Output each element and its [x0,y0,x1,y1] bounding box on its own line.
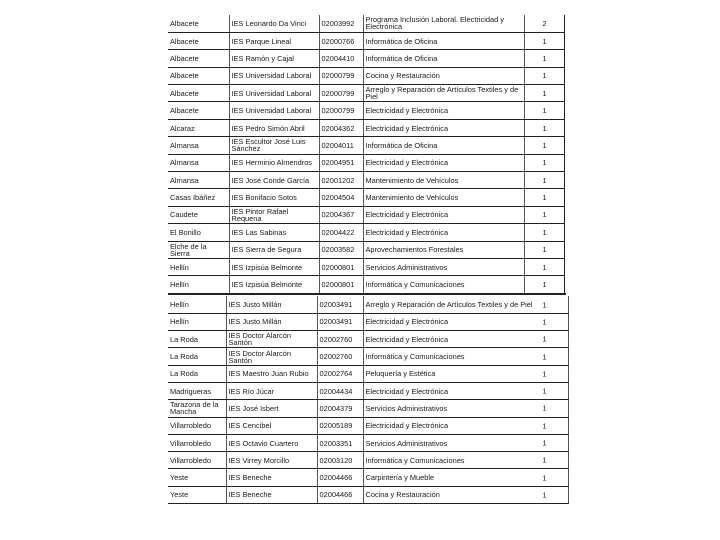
table-row [168,313,568,330]
table-row [168,189,564,206]
program-cell: Carpintería y Mueble [363,469,568,486]
program-cell: Aprovechamientos Forestales [363,241,524,258]
program-cell: Electricidad y Electrónica [363,206,524,223]
program-cell: Electricidad y Electrónica [363,154,524,171]
municipality-cell: Yeste [168,469,226,486]
center-cell: IES Justo Millán [226,296,317,313]
table-row [168,119,564,136]
program-cell: Informática de Oficina [363,50,524,67]
code-cell: 02000766 [319,32,363,49]
table-row [168,241,564,258]
municipality-cell: Villarrobledo [168,434,226,451]
code-cell: 02004466 [317,486,363,503]
center-cell: IES Cencibel [226,417,317,434]
center-cell: IES José Conde García [229,172,319,189]
count-value: 1 [542,352,547,362]
count-cell: 1 [524,206,564,223]
center-cell: IES Doctor Alarcón Santón [226,331,317,348]
count-cell: 1 [524,119,564,136]
center-cell: IES Universidad Laboral [229,67,319,84]
code-cell: 02000801 [319,258,363,275]
center-cell: IES Escultor José Luis Sánchez [229,137,319,154]
program-cell: Informática de Oficina [363,32,524,49]
count-cell: 1 [524,172,564,189]
count-value: 1 [542,369,547,379]
center-cell: IES Universidad Laboral [229,85,319,102]
municipality-cell: Albacete [168,67,229,84]
code-cell: 02004951 [319,154,363,171]
code-cell: 02003582 [319,241,363,258]
center-cell: IES Maestro Juan Rubio [226,365,317,382]
center-cell: IES Izpisúa Belmonte [229,276,319,293]
table-row [168,224,564,241]
municipality-cell: Albacete [168,102,229,119]
table-row [168,434,568,451]
count-value: 1 [542,317,547,327]
count-cell: 2 [524,15,564,32]
center-cell: IES Pedro Simón Abril [229,119,319,136]
municipality-cell: El Bonillo [168,224,229,241]
center-cell: IES Pintor Rafael Requena [229,206,319,223]
code-cell: 02001202 [319,172,363,189]
code-cell: 02004379 [317,400,363,417]
center-cell: IES Sierra de Segura [229,241,319,258]
centers-table-bottom-body [168,296,568,504]
table-divider [168,293,566,295]
program-cell: Electricidad y Electrónica [363,224,524,241]
municipality-cell: Tarazona de la Mancha [168,400,226,417]
program-cell: Peluquería y Estética [363,365,568,382]
count-cell: 1 [524,137,564,154]
municipality-cell: Caudete [168,206,229,223]
municipality-cell: Hellín [168,276,229,293]
program-cell: Electricidad y Electrónica [363,417,568,434]
program-cell: Informática y Comunicaciones [363,276,524,293]
center-cell: IES Beneche [226,469,317,486]
code-cell: 02004434 [317,382,363,399]
code-cell: 02000799 [319,67,363,84]
table-row [168,85,564,102]
municipality-cell: La Roda [168,365,226,382]
center-cell: IES Octavio Cuartero [226,434,317,451]
municipality-cell: Almansa [168,154,229,171]
municipality-cell: Casas Ibáñez [168,189,229,206]
center-cell: IES Ramón y Cajal [229,50,319,67]
code-cell: 02005189 [317,417,363,434]
count-cell: 1 [524,154,564,171]
count-value: 1 [542,490,547,500]
municipality-cell: Hellín [168,313,226,330]
program-cell: Programa Inclusión Laboral. Electricidad y Electrónica [363,15,524,32]
centers-table-bottom [168,296,568,504]
code-cell: 02004362 [319,119,363,136]
municipality-cell: Albacete [168,85,229,102]
table-row [168,348,568,365]
program-cell: Mantenimiento de Vehículos [363,172,524,189]
center-cell: IES Parque Lineal [229,32,319,49]
count-cell: 1 [524,189,564,206]
municipality-cell: Elche de la Sierra [168,241,229,258]
center-cell: IES Izpisúa Belmonte [229,258,319,275]
municipality-cell: La Roda [168,348,226,365]
municipality-cell: Almansa [168,137,229,154]
table-row [168,382,568,399]
table-row [168,32,564,49]
program-cell: Informática de Oficina [363,137,524,154]
program-cell: Servicios Administrativos [363,400,568,417]
program-cell: Cocina y Restauración [363,67,524,84]
municipality-cell: Albacete [168,15,229,32]
table-row [168,331,568,348]
table-row [168,15,564,32]
center-cell: IES Las Sabinas [229,224,319,241]
program-cell: Informática y Comunicaciones [363,348,568,365]
table-row [168,67,564,84]
count-value: 1 [542,421,547,431]
code-cell: 02004466 [317,469,363,486]
program-cell: Cocina y Restauración [363,486,568,503]
center-cell: IES Río Júcar [226,382,317,399]
program-cell: Electricidad y Electrónica [363,119,524,136]
program-cell: Mantenimiento de Vehículos [363,189,524,206]
table-row [168,400,568,417]
center-cell: IES Herminio Almendros [229,154,319,171]
program-cell: Servicios Administrativos [363,434,568,451]
table-row [168,258,564,275]
program-cell: Electricidad y Electrónica [363,102,524,119]
count-value: 1 [542,300,547,310]
center-cell: IES Virrey Morcillo [226,452,317,469]
program-cell: Arreglo y Reparación de Artículos Textiles y de Piel [363,85,524,102]
center-cell: IES Universidad Laboral [229,102,319,119]
count-cell: 1 [524,32,564,49]
count-value: 1 [542,438,547,448]
code-cell: 02003120 [317,452,363,469]
count-cell: 1 [524,102,564,119]
table-row [168,206,564,223]
center-cell: IES Doctor Alarcón Santón [226,348,317,365]
code-cell: 02000801 [319,276,363,293]
center-cell: IES Leonardo Da Vinci [229,15,319,32]
municipality-cell: Albacete [168,32,229,49]
code-cell: 02002760 [317,331,363,348]
count-cell: 1 [524,85,564,102]
centers-table-top-body [168,15,564,293]
code-cell: 02003992 [319,15,363,32]
center-cell: IES Bonifacio Sotos [229,189,319,206]
code-cell: 02002760 [317,348,363,365]
code-cell: 02003351 [317,434,363,451]
code-cell: 02000799 [319,102,363,119]
table-row [168,365,568,382]
table-row [168,276,564,293]
municipality-cell: Almansa [168,172,229,189]
program-cell: Electricidad y Electrónica [363,382,568,399]
table-row [168,172,564,189]
centers-table-top [168,15,565,294]
count-value: 1 [542,386,547,396]
center-cell: IES Justo Millán [226,313,317,330]
table-row [168,137,564,154]
table-row [168,154,564,171]
table-row [168,469,568,486]
municipality-cell: Hellín [168,296,226,313]
municipality-cell: Villarrobledo [168,417,226,434]
count-value: 1 [542,473,547,483]
table-row [168,102,564,119]
code-cell: 02002764 [317,365,363,382]
table-row [168,417,568,434]
center-cell: IES José Isbert [226,400,317,417]
municipality-cell: Villarrobledo [168,452,226,469]
count-cell: 1 [524,50,564,67]
count-cell: 1 [524,258,564,275]
count-value: 1 [542,403,547,413]
municipality-cell: Hellín [168,258,229,275]
code-cell: 02000799 [319,85,363,102]
count-cell: 1 [524,241,564,258]
municipality-cell: Alcaraz [168,119,229,136]
table-row [168,296,568,313]
code-cell: 02004367 [319,206,363,223]
center-cell: IES Beneche [226,486,317,503]
count-value: 1 [542,455,547,465]
table-row [168,486,568,503]
program-cell: Servicios Administrativos [363,258,524,275]
municipality-cell: Madrigueras [168,382,226,399]
municipality-cell: La Roda [168,331,226,348]
program-cell: Electricidad y Electrónica [363,313,568,330]
code-cell: 02004011 [319,137,363,154]
program-cell: Arreglo y Reparación de Artículos Textiles y de Piel [363,296,568,313]
table-row [168,452,568,469]
code-cell: 02003491 [317,296,363,313]
program-cell: Informática y Comunicaciones [363,452,568,469]
count-cell: 1 [524,224,564,241]
code-cell: 02004504 [319,189,363,206]
count-cell: 1 [524,67,564,84]
code-cell: 02003491 [317,313,363,330]
municipality-cell: Albacete [168,50,229,67]
code-cell: 02004422 [319,224,363,241]
code-cell: 02004410 [319,50,363,67]
program-cell: Electricidad y Electrónica [363,331,568,348]
count-cell: 1 [524,276,564,293]
municipality-cell: Yeste [168,486,226,503]
table-row [168,50,564,67]
count-value: 1 [542,334,547,344]
